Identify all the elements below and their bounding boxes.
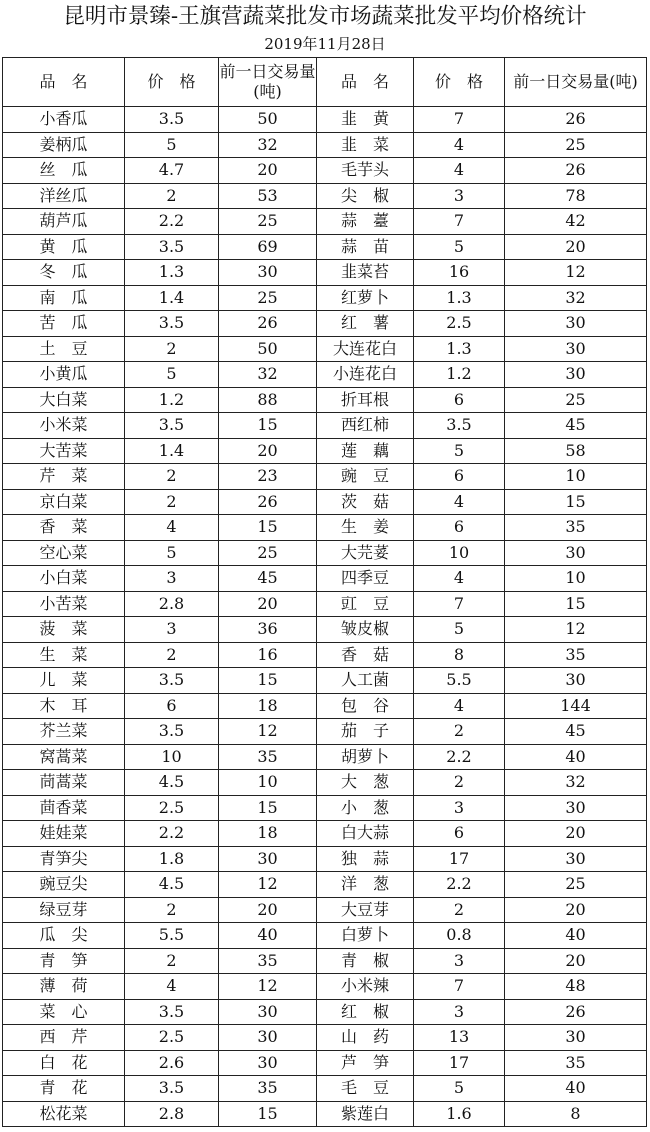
cell-name-right: 包 谷 — [317, 693, 414, 719]
cell-price-right: 5 — [414, 234, 505, 260]
cell-price-left: 3.5 — [125, 719, 219, 745]
cell-volume-right: 20 — [505, 948, 647, 974]
cell-volume-left: 20 — [219, 897, 317, 923]
cell-name-right: 韭 菜 — [317, 132, 414, 158]
cell-volume-right: 45 — [505, 413, 647, 439]
table-row — [3, 311, 647, 337]
cell-price-left: 4.5 — [125, 770, 219, 796]
cell-name-right: 蒜 苗 — [317, 234, 414, 260]
cell-name-left: 青 笋 — [3, 948, 125, 974]
cell-name-right: 独 蒜 — [317, 846, 414, 872]
cell-price-left: 1.4 — [125, 438, 219, 464]
cell-volume-right: 30 — [505, 540, 647, 566]
cell-price-left: 2.2 — [125, 209, 219, 235]
cell-price-right: 4 — [414, 132, 505, 158]
cell-name-right: 大豆芽 — [317, 897, 414, 923]
cell-name-right: 尖 椒 — [317, 183, 414, 209]
table-row — [3, 464, 647, 490]
cell-volume-left: 26 — [219, 489, 317, 515]
cell-price-left: 5 — [125, 540, 219, 566]
cell-volume-right: 20 — [505, 234, 647, 260]
cell-volume-right: 12 — [505, 260, 647, 286]
cell-volume-right: 25 — [505, 387, 647, 413]
cell-name-right: 生 姜 — [317, 515, 414, 541]
table-row — [3, 897, 647, 923]
cell-price-left: 2 — [125, 489, 219, 515]
cell-price-right: 10 — [414, 540, 505, 566]
cell-volume-left: 30 — [219, 1050, 317, 1076]
cell-name-right: 折耳根 — [317, 387, 414, 413]
cell-volume-left: 12 — [219, 872, 317, 898]
cell-name-left: 小香瓜 — [3, 107, 125, 133]
table-row — [3, 1101, 647, 1127]
cell-volume-right: 15 — [505, 591, 647, 617]
table-header — [3, 58, 647, 107]
cell-name-right: 白萝卜 — [317, 923, 414, 949]
table-row — [3, 1025, 647, 1051]
cell-volume-left: 30 — [219, 999, 317, 1025]
table-row — [3, 285, 647, 311]
cell-price-left: 2.5 — [125, 1025, 219, 1051]
header-name-left: 品 名 — [3, 58, 125, 107]
cell-price-right: 1.3 — [414, 336, 505, 362]
table-row — [3, 234, 647, 260]
table-row — [3, 387, 647, 413]
cell-volume-right: 40 — [505, 744, 647, 770]
cell-price-left: 2.6 — [125, 1050, 219, 1076]
cell-volume-right: 30 — [505, 311, 647, 337]
cell-volume-right: 30 — [505, 846, 647, 872]
cell-price-left: 2 — [125, 464, 219, 490]
cell-volume-left: 30 — [219, 260, 317, 286]
cell-volume-right: 144 — [505, 693, 647, 719]
cell-price-left: 2 — [125, 336, 219, 362]
cell-volume-right: 40 — [505, 1076, 647, 1102]
cell-volume-left: 35 — [219, 948, 317, 974]
header-price-left: 价 格 — [125, 58, 219, 107]
cell-name-left: 土 豆 — [3, 336, 125, 362]
cell-volume-right: 20 — [505, 897, 647, 923]
cell-volume-right: 35 — [505, 515, 647, 541]
cell-price-right: 5.5 — [414, 668, 505, 694]
table-row — [3, 591, 647, 617]
cell-price-right: 5 — [414, 617, 505, 643]
cell-volume-left: 10 — [219, 770, 317, 796]
header-row — [3, 58, 647, 107]
cell-volume-right: 10 — [505, 464, 647, 490]
cell-price-left: 3 — [125, 617, 219, 643]
cell-volume-right: 12 — [505, 617, 647, 643]
cell-volume-left: 20 — [219, 158, 317, 184]
price-table — [2, 57, 647, 1127]
cell-volume-left: 25 — [219, 285, 317, 311]
table-row — [3, 540, 647, 566]
cell-price-left: 6 — [125, 693, 219, 719]
cell-volume-right: 30 — [505, 336, 647, 362]
cell-name-right: 山 药 — [317, 1025, 414, 1051]
cell-name-left: 青笋尖 — [3, 846, 125, 872]
table-row — [3, 260, 647, 286]
cell-volume-right: 8 — [505, 1101, 647, 1127]
cell-volume-right: 26 — [505, 999, 647, 1025]
cell-price-right: 6 — [414, 821, 505, 847]
cell-price-right: 4 — [414, 693, 505, 719]
cell-price-left: 10 — [125, 744, 219, 770]
table-row — [3, 515, 647, 541]
table-row — [3, 974, 647, 1000]
cell-volume-right: 32 — [505, 770, 647, 796]
cell-volume-right: 30 — [505, 795, 647, 821]
table-row — [3, 158, 647, 184]
cell-price-left: 3.5 — [125, 234, 219, 260]
header-price-right: 价 格 — [414, 58, 505, 107]
cell-volume-left: 15 — [219, 668, 317, 694]
cell-name-right: 大芫荽 — [317, 540, 414, 566]
cell-volume-right: 42 — [505, 209, 647, 235]
cell-price-left: 3.5 — [125, 999, 219, 1025]
cell-price-right: 2 — [414, 897, 505, 923]
cell-name-left: 京白菜 — [3, 489, 125, 515]
table-row — [3, 999, 647, 1025]
cell-volume-right: 78 — [505, 183, 647, 209]
cell-volume-right: 35 — [505, 642, 647, 668]
cell-price-left: 2 — [125, 642, 219, 668]
cell-price-right: 3 — [414, 183, 505, 209]
table-row — [3, 821, 647, 847]
table-row — [3, 719, 647, 745]
cell-name-left: 菠 菜 — [3, 617, 125, 643]
cell-volume-left: 20 — [219, 438, 317, 464]
cell-volume-left: 40 — [219, 923, 317, 949]
cell-volume-right: 32 — [505, 285, 647, 311]
cell-name-right: 青 椒 — [317, 948, 414, 974]
table-row — [3, 770, 647, 796]
cell-volume-left: 50 — [219, 336, 317, 362]
cell-price-right: 4 — [414, 158, 505, 184]
cell-name-right: 莲 藕 — [317, 438, 414, 464]
cell-price-right: 7 — [414, 591, 505, 617]
cell-price-left: 1.4 — [125, 285, 219, 311]
cell-price-right: 5 — [414, 1076, 505, 1102]
cell-price-left: 5 — [125, 132, 219, 158]
cell-volume-left: 32 — [219, 132, 317, 158]
cell-volume-right: 58 — [505, 438, 647, 464]
cell-name-right: 人工菌 — [317, 668, 414, 694]
cell-price-right: 1.6 — [414, 1101, 505, 1127]
cell-name-left: 空心菜 — [3, 540, 125, 566]
table-row — [3, 566, 647, 592]
cell-volume-right: 20 — [505, 821, 647, 847]
cell-name-right: 红 薯 — [317, 311, 414, 337]
table-row — [3, 336, 647, 362]
cell-price-left: 1.8 — [125, 846, 219, 872]
cell-name-left: 绿豆芽 — [3, 897, 125, 923]
cell-price-left: 4.5 — [125, 872, 219, 898]
cell-volume-left: 35 — [219, 744, 317, 770]
cell-price-right: 1.3 — [414, 285, 505, 311]
cell-price-right: 2.5 — [414, 311, 505, 337]
cell-volume-left: 36 — [219, 617, 317, 643]
cell-price-left: 2.5 — [125, 795, 219, 821]
cell-price-right: 7 — [414, 974, 505, 1000]
cell-volume-left: 30 — [219, 1025, 317, 1051]
cell-volume-right: 35 — [505, 1050, 647, 1076]
table-row — [3, 795, 647, 821]
cell-name-left: 娃娃菜 — [3, 821, 125, 847]
cell-volume-right: 26 — [505, 107, 647, 133]
cell-price-left: 3.5 — [125, 311, 219, 337]
cell-volume-right: 15 — [505, 489, 647, 515]
cell-name-right: 红萝卜 — [317, 285, 414, 311]
cell-volume-left: 25 — [219, 209, 317, 235]
cell-name-left: 瓜 尖 — [3, 923, 125, 949]
cell-name-right: 小米辣 — [317, 974, 414, 1000]
cell-name-right: 香 菇 — [317, 642, 414, 668]
table-row — [3, 438, 647, 464]
cell-name-left: 儿 菜 — [3, 668, 125, 694]
table-row — [3, 209, 647, 235]
cell-volume-left: 15 — [219, 413, 317, 439]
cell-price-left: 3 — [125, 566, 219, 592]
cell-name-left: 芥兰菜 — [3, 719, 125, 745]
cell-volume-left: 45 — [219, 566, 317, 592]
table-row — [3, 948, 647, 974]
cell-price-right: 1.2 — [414, 362, 505, 388]
cell-price-right: 6 — [414, 387, 505, 413]
cell-volume-left: 53 — [219, 183, 317, 209]
cell-volume-left: 35 — [219, 1076, 317, 1102]
cell-name-left: 西 芹 — [3, 1025, 125, 1051]
cell-name-right: 西红柿 — [317, 413, 414, 439]
cell-volume-right: 48 — [505, 974, 647, 1000]
cell-volume-right: 40 — [505, 923, 647, 949]
cell-name-left: 丝 瓜 — [3, 158, 125, 184]
cell-volume-left: 15 — [219, 1101, 317, 1127]
cell-name-left: 小黄瓜 — [3, 362, 125, 388]
cell-name-left: 小白菜 — [3, 566, 125, 592]
cell-price-left: 2.8 — [125, 1101, 219, 1127]
cell-volume-left: 12 — [219, 974, 317, 1000]
cell-name-right: 韭菜苔 — [317, 260, 414, 286]
cell-price-right: 4 — [414, 489, 505, 515]
cell-name-right: 茨 菇 — [317, 489, 414, 515]
cell-name-right: 蒜 薹 — [317, 209, 414, 235]
cell-price-right: 3 — [414, 795, 505, 821]
cell-price-left: 2.2 — [125, 821, 219, 847]
table-row — [3, 693, 647, 719]
cell-name-left: 青 花 — [3, 1076, 125, 1102]
table-row — [3, 668, 647, 694]
cell-volume-left: 18 — [219, 821, 317, 847]
header-volume-right: 前一日交易量(吨) — [505, 58, 647, 107]
table-row — [3, 132, 647, 158]
cell-price-right: 5 — [414, 438, 505, 464]
cell-volume-left: 26 — [219, 311, 317, 337]
cell-name-left: 香 菜 — [3, 515, 125, 541]
cell-price-left: 5.5 — [125, 923, 219, 949]
cell-price-left: 3.5 — [125, 107, 219, 133]
table-row — [3, 1050, 647, 1076]
cell-name-left: 茼蒿菜 — [3, 770, 125, 796]
cell-name-left: 芹 菜 — [3, 464, 125, 490]
cell-name-right: 小连花白 — [317, 362, 414, 388]
cell-name-left: 黄 瓜 — [3, 234, 125, 260]
cell-volume-left: 30 — [219, 846, 317, 872]
cell-price-left: 2.8 — [125, 591, 219, 617]
cell-name-left: 茴香菜 — [3, 795, 125, 821]
cell-name-left: 窝蒿菜 — [3, 744, 125, 770]
cell-price-right: 6 — [414, 464, 505, 490]
cell-price-right: 3 — [414, 948, 505, 974]
cell-price-right: 17 — [414, 1050, 505, 1076]
cell-name-right: 洋 葱 — [317, 872, 414, 898]
cell-price-right: 13 — [414, 1025, 505, 1051]
cell-volume-left: 15 — [219, 795, 317, 821]
cell-volume-left: 12 — [219, 719, 317, 745]
table-row — [3, 872, 647, 898]
cell-name-left: 姜柄瓜 — [3, 132, 125, 158]
table-row — [3, 846, 647, 872]
cell-price-left: 4 — [125, 974, 219, 1000]
cell-price-right: 2 — [414, 770, 505, 796]
table-row — [3, 617, 647, 643]
cell-name-left: 松花菜 — [3, 1101, 125, 1127]
cell-name-right: 红 椒 — [317, 999, 414, 1025]
cell-name-left: 苦 瓜 — [3, 311, 125, 337]
cell-price-right: 7 — [414, 107, 505, 133]
cell-name-right: 紫莲白 — [317, 1101, 414, 1127]
table-row — [3, 413, 647, 439]
cell-price-left: 2 — [125, 897, 219, 923]
cell-price-left: 3.5 — [125, 668, 219, 694]
cell-volume-right: 30 — [505, 1025, 647, 1051]
cell-name-right: 豇 豆 — [317, 591, 414, 617]
cell-name-right: 毛芋头 — [317, 158, 414, 184]
cell-name-left: 冬 瓜 — [3, 260, 125, 286]
cell-volume-left: 69 — [219, 234, 317, 260]
cell-name-left: 南 瓜 — [3, 285, 125, 311]
cell-name-right: 小 葱 — [317, 795, 414, 821]
cell-price-left: 5 — [125, 362, 219, 388]
cell-volume-left: 25 — [219, 540, 317, 566]
table-row — [3, 923, 647, 949]
cell-price-left: 3.5 — [125, 1076, 219, 1102]
table-row — [3, 489, 647, 515]
cell-volume-left: 32 — [219, 362, 317, 388]
cell-name-right: 韭 黄 — [317, 107, 414, 133]
cell-name-right: 四季豆 — [317, 566, 414, 592]
cell-name-right: 白大蒜 — [317, 821, 414, 847]
cell-volume-right: 30 — [505, 668, 647, 694]
cell-name-right: 茄 子 — [317, 719, 414, 745]
cell-name-left: 大苦菜 — [3, 438, 125, 464]
cell-name-left: 大白菜 — [3, 387, 125, 413]
cell-name-left: 木 耳 — [3, 693, 125, 719]
cell-name-left: 豌豆尖 — [3, 872, 125, 898]
cell-volume-left: 15 — [219, 515, 317, 541]
table-row — [3, 183, 647, 209]
cell-volume-right: 26 — [505, 158, 647, 184]
cell-price-right: 17 — [414, 846, 505, 872]
cell-name-left: 薄 荷 — [3, 974, 125, 1000]
cell-volume-left: 88 — [219, 387, 317, 413]
cell-volume-right: 25 — [505, 132, 647, 158]
cell-price-right: 3 — [414, 999, 505, 1025]
table-body — [3, 107, 647, 1127]
cell-price-right: 0.8 — [414, 923, 505, 949]
cell-volume-right: 25 — [505, 872, 647, 898]
cell-name-right: 豌 豆 — [317, 464, 414, 490]
table-row — [3, 744, 647, 770]
cell-price-left: 1.3 — [125, 260, 219, 286]
cell-price-left: 1.2 — [125, 387, 219, 413]
table-row — [3, 107, 647, 133]
cell-name-left: 小苦菜 — [3, 591, 125, 617]
cell-price-right: 16 — [414, 260, 505, 286]
cell-name-left: 洋丝瓜 — [3, 183, 125, 209]
cell-price-right: 7 — [414, 209, 505, 235]
header-name-right: 品 名 — [317, 58, 414, 107]
cell-name-left: 生 菜 — [3, 642, 125, 668]
table-row — [3, 642, 647, 668]
cell-price-left: 2 — [125, 183, 219, 209]
cell-name-right: 毛 豆 — [317, 1076, 414, 1102]
cell-name-right: 芦 笋 — [317, 1050, 414, 1076]
cell-price-right: 2.2 — [414, 744, 505, 770]
table-row — [3, 1076, 647, 1102]
cell-volume-left: 23 — [219, 464, 317, 490]
cell-volume-right: 30 — [505, 362, 647, 388]
cell-price-left: 3.5 — [125, 413, 219, 439]
cell-price-right: 4 — [414, 566, 505, 592]
cell-volume-left: 50 — [219, 107, 317, 133]
header-volume-left: 前一日交易量(吨) — [219, 58, 317, 107]
cell-volume-left: 18 — [219, 693, 317, 719]
cell-name-right: 大 葱 — [317, 770, 414, 796]
cell-volume-right: 45 — [505, 719, 647, 745]
cell-name-left: 白 花 — [3, 1050, 125, 1076]
cell-price-right: 2 — [414, 719, 505, 745]
cell-price-left: 2 — [125, 948, 219, 974]
cell-name-left: 菜 心 — [3, 999, 125, 1025]
cell-volume-left: 16 — [219, 642, 317, 668]
cell-volume-left: 20 — [219, 591, 317, 617]
cell-price-right: 6 — [414, 515, 505, 541]
cell-name-left: 小米菜 — [3, 413, 125, 439]
cell-volume-right: 10 — [505, 566, 647, 592]
cell-price-left: 4 — [125, 515, 219, 541]
cell-name-right: 皱皮椒 — [317, 617, 414, 643]
cell-price-left: 4.7 — [125, 158, 219, 184]
cell-name-left: 葫芦瓜 — [3, 209, 125, 235]
page-title: 昆明市景臻-王旗营蔬菜批发市场蔬菜批发平均价格统计 — [63, 4, 587, 29]
cell-name-right: 大连花白 — [317, 336, 414, 362]
cell-price-right: 3.5 — [414, 413, 505, 439]
cell-name-right: 胡萝卜 — [317, 744, 414, 770]
table-row — [3, 362, 647, 388]
report-date: 2019年11月28日 — [264, 35, 386, 53]
cell-price-right: 2.2 — [414, 872, 505, 898]
cell-price-right: 8 — [414, 642, 505, 668]
